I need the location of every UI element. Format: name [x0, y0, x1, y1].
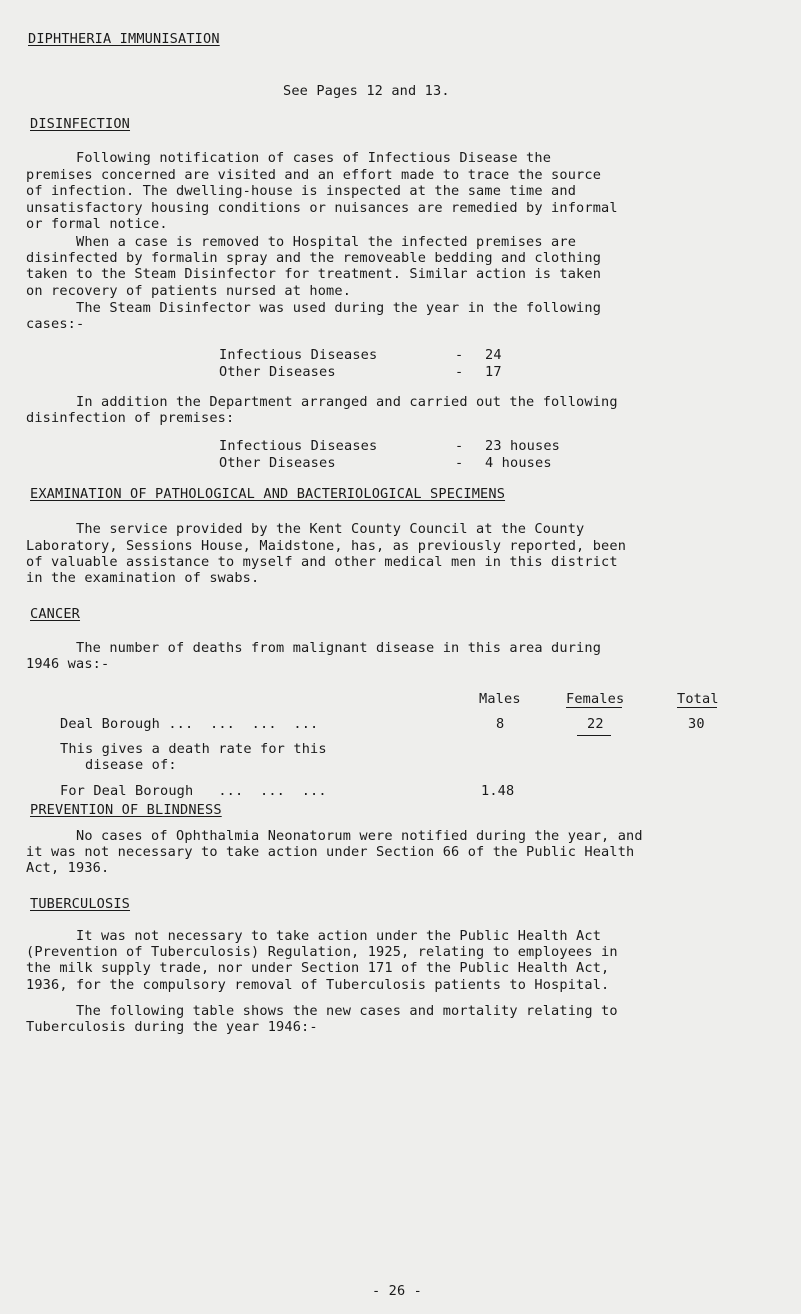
row-label: Infectious Diseases	[219, 438, 378, 454]
text-line: The service provided by the Kent County Council at the County	[26, 521, 585, 537]
text-line: it was not necessary to take action under Section 66 of the Public Health	[26, 844, 635, 860]
text-line: Following notification of cases of Infectious Disease the	[26, 150, 552, 166]
text-line: the milk supply trade, nor under Section 171 of the Public Health Act,	[26, 960, 610, 976]
text-line: It was not necessary to take action under the Public Health Act	[26, 928, 602, 944]
row-label: Other Diseases	[219, 364, 336, 380]
col-header-total: Total	[677, 691, 719, 707]
row-value: 17	[485, 364, 502, 380]
row-label: Infectious Diseases	[219, 347, 378, 363]
row-dash: -	[455, 347, 464, 363]
row-dash: -	[455, 438, 464, 454]
column-rule	[566, 707, 622, 708]
text-line: premises concerned are visited and an effort made to trace the source	[26, 167, 602, 183]
text-line: The number of deaths from malignant disease in this area during	[26, 640, 602, 656]
running-title: DIPHTHERIA IMMUNISATION	[28, 31, 220, 47]
row-value: 24	[485, 347, 502, 363]
blindness-heading: PREVENTION OF BLINDNESS	[30, 802, 222, 818]
females-value: 22	[587, 716, 604, 732]
text-line: of infection. The dwelling-house is inspected at the same time and	[26, 183, 577, 199]
rate-label: For Deal Borough ... ... ...	[60, 783, 327, 799]
row-dash: -	[455, 455, 464, 471]
specimens-heading: EXAMINATION OF PATHOLOGICAL AND BACTERIOLOGICAL SPECIMENS	[30, 486, 506, 502]
row-label: Other Diseases	[219, 455, 336, 471]
tuberculosis-heading: TUBERCULOSIS	[30, 896, 131, 912]
text-line: Act, 1936.	[26, 860, 110, 876]
text-line: cases:-	[26, 316, 85, 332]
value-rule	[577, 735, 611, 736]
text-line: No cases of Ophthalmia Neonatorum were notified during the year, and	[26, 828, 643, 844]
row-dash: -	[455, 364, 464, 380]
rate-text-line: disease of:	[60, 757, 177, 773]
text-line: in the examination of swabs.	[26, 570, 260, 586]
text-line: Laboratory, Sessions House, Maidstone, has, as previously reported, been	[26, 538, 627, 554]
disinfection-heading: DISINFECTION	[30, 116, 131, 132]
males-value: 8	[496, 716, 505, 732]
text-line: of valuable assistance to myself and other medical men in this district	[26, 554, 618, 570]
row-value: 23 houses	[485, 438, 561, 454]
deal-borough-label: Deal Borough ... ... ... ...	[60, 716, 319, 732]
row-value: 4 houses	[485, 455, 552, 471]
death-rate-value: 1.48	[481, 783, 515, 799]
text-line: In addition the Department arranged and carried out the following	[26, 394, 618, 410]
col-header-males: Males	[479, 691, 521, 707]
text-line: When a case is removed to Hospital the infected premises are	[26, 234, 577, 250]
text-line: Tuberculosis during the year 1946:-	[26, 1019, 318, 1035]
text-line: (Prevention of Tuberculosis) Regulation, 1925, relating to employees in	[26, 944, 618, 960]
text-line: The Steam Disinfector was used during the year in the following	[26, 300, 602, 316]
text-line: on recovery of patients nursed at home.	[26, 283, 352, 299]
see-pages-note: See Pages 12 and 13.	[283, 83, 450, 99]
text-line: 1936, for the compulsory removal of Tuberculosis patients to Hospital.	[26, 977, 610, 993]
text-line: unsatisfactory housing conditions or nuisances are remedied by informal	[26, 200, 618, 216]
col-header-females: Females	[566, 691, 625, 707]
rate-text-line: This gives a death rate for this	[60, 741, 327, 757]
page-number: - 26 -	[372, 1283, 423, 1299]
text-line: disinfection of premises:	[26, 410, 235, 426]
column-rule	[677, 707, 717, 708]
text-line: 1946 was:-	[26, 656, 110, 672]
total-value: 30	[688, 716, 705, 732]
text-line: The following table shows the new cases and mortality relating to	[26, 1003, 618, 1019]
text-line: taken to the Steam Disinfector for treatment. Similar action is taken	[26, 266, 602, 282]
text-line: disinfected by formalin spray and the removeable bedding and clothing	[26, 250, 602, 266]
cancer-heading: CANCER	[30, 606, 81, 622]
text-line: or formal notice.	[26, 216, 168, 232]
